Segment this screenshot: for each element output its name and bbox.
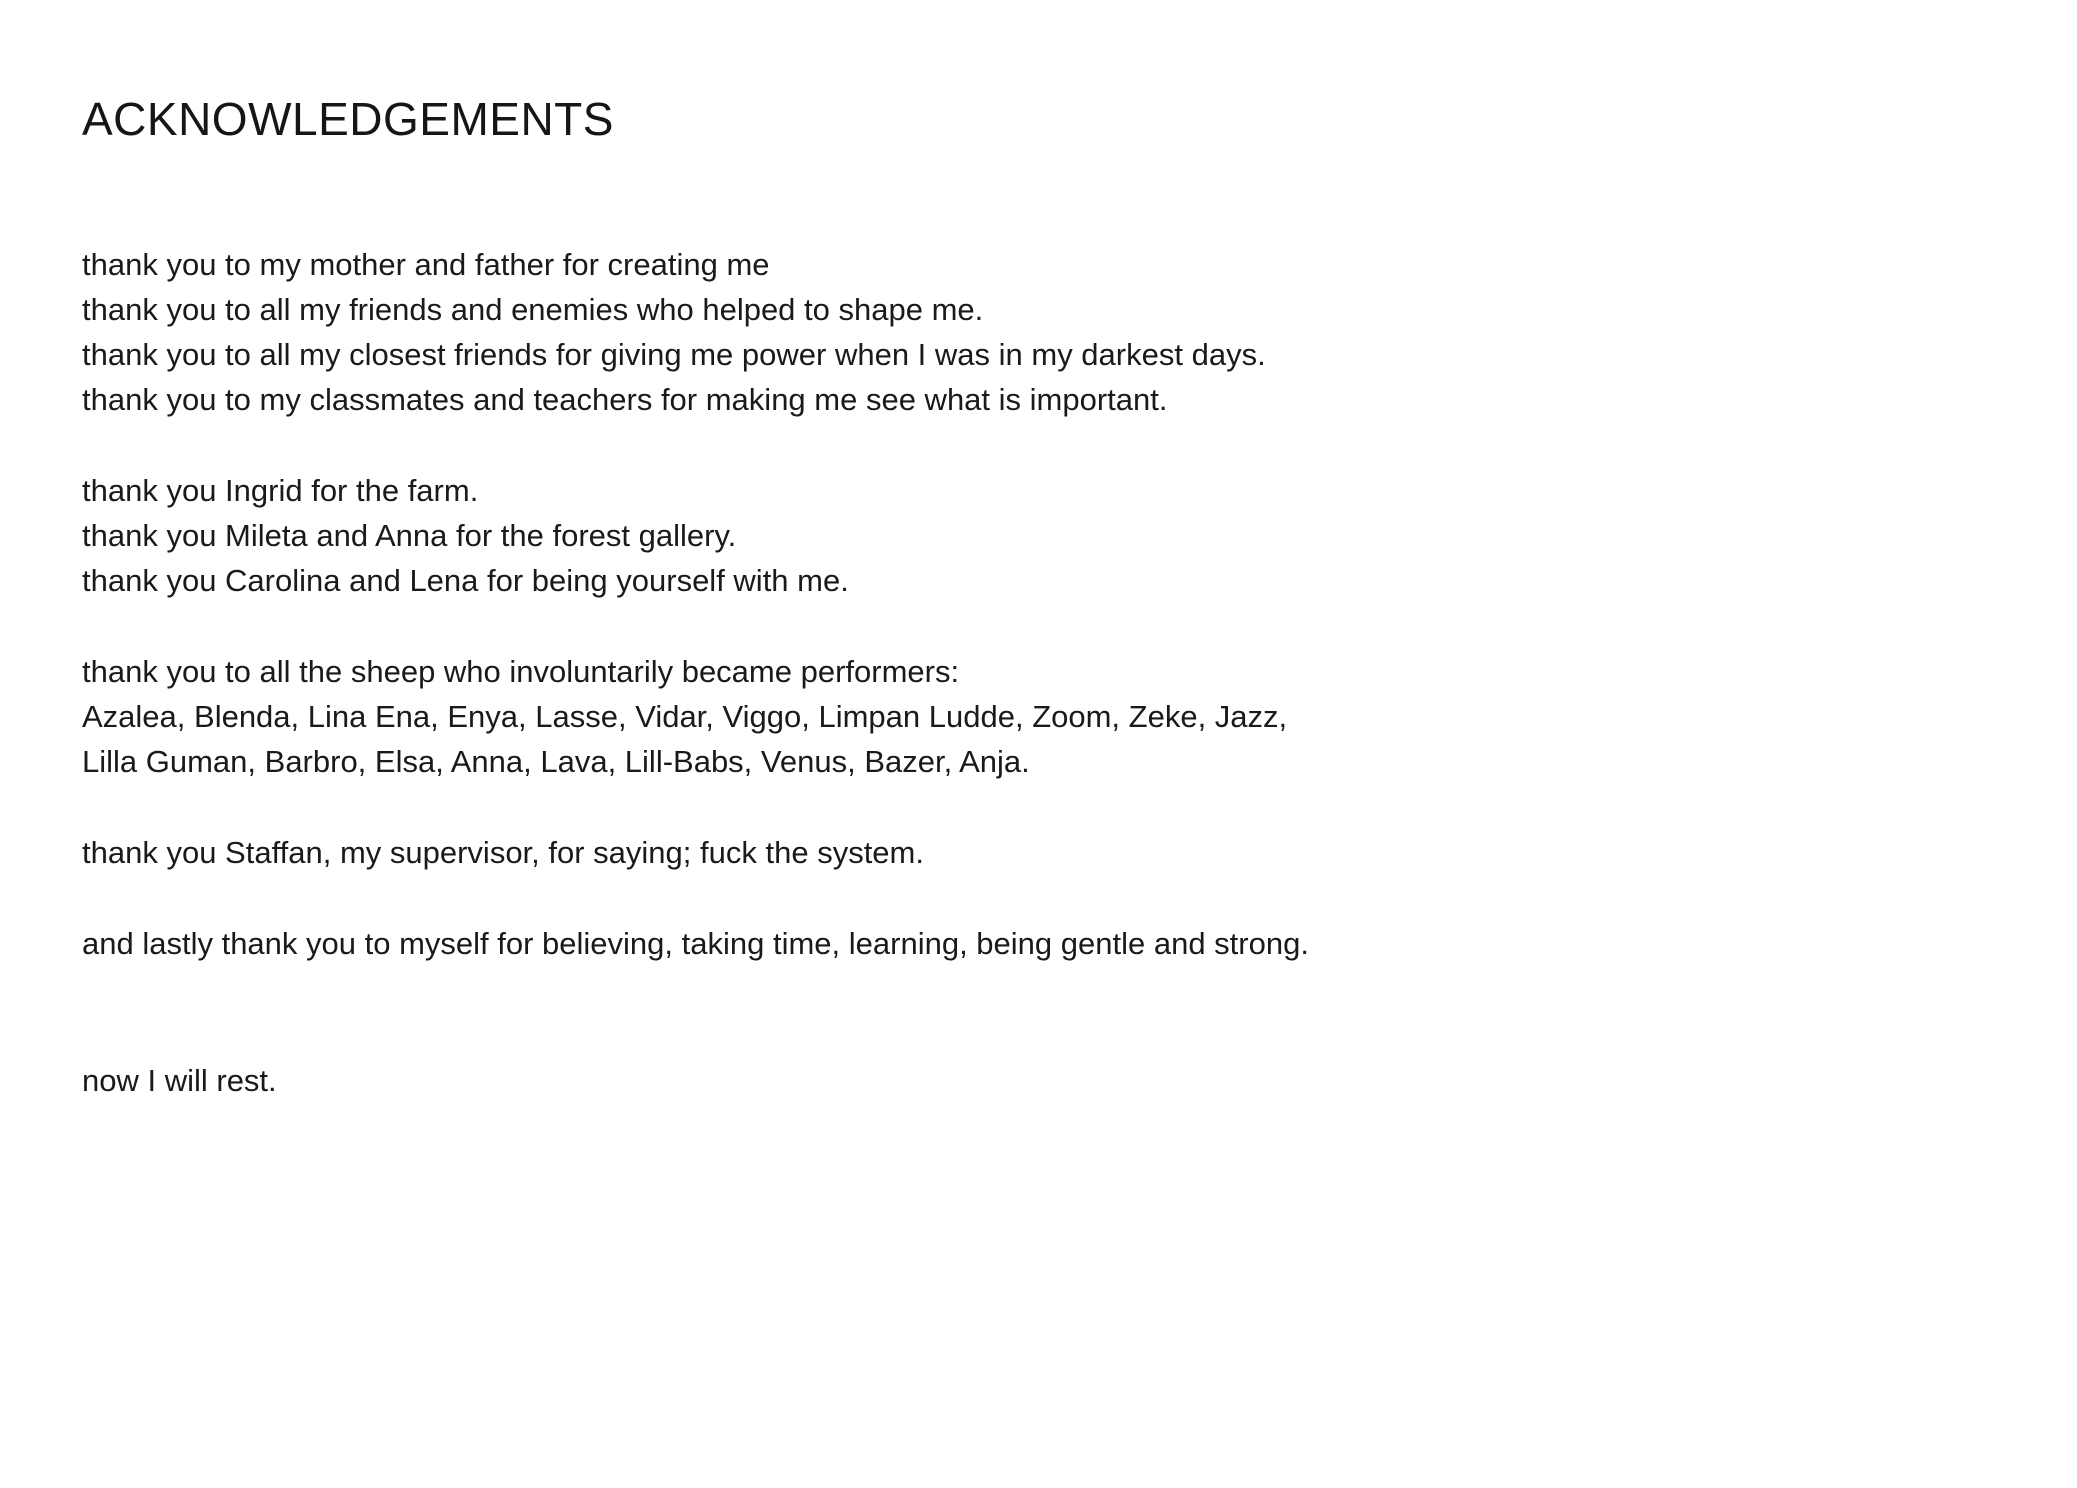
paragraph-supervisor	[82, 830, 1995, 875]
text-line: thank you to all my closest friends for giving me power when I was in my darkest days.	[82, 337, 1266, 372]
text-line: thank you Staffan, my supervisor, for saying; fuck the system.	[82, 835, 924, 870]
paragraph-self	[82, 921, 1995, 966]
text-line: thank you Ingrid for the farm.	[82, 473, 479, 508]
text-line: thank you Carolina and Lena for being yourself with me.	[82, 563, 849, 598]
paragraph-family-friends	[82, 242, 1995, 422]
paragraph-sheep	[82, 649, 1995, 784]
text-line: thank you to all the sheep who involuntarily became performers:	[82, 654, 960, 689]
text-line: and lastly thank you to myself for believing, taking time, learning, being gentle and strong.	[82, 926, 1309, 961]
text-line: thank you to my mother and father for creating me	[82, 247, 770, 282]
paragraph-places	[82, 468, 1995, 603]
text-line: Lilla Guman, Barbro, Elsa, Anna, Lava, Lill-Babs, Venus, Bazer, Anja.	[82, 744, 1030, 779]
text-line: thank you to all my friends and enemies who helped to shape me.	[82, 292, 984, 327]
paragraph-rest	[82, 1058, 1995, 1103]
text-line: now I will rest.	[82, 1063, 277, 1098]
text-line: thank you Mileta and Anna for the forest gallery.	[82, 518, 737, 553]
text-line: thank you to my classmates and teachers for making me see what is important.	[82, 382, 1168, 417]
page-title: ACKNOWLEDGEMENTS	[82, 93, 614, 145]
text-line: Azalea, Blenda, Lina Ena, Enya, Lasse, Vidar, Viggo, Limpan Ludde, Zoom, Zeke, Jazz,	[82, 699, 1288, 734]
